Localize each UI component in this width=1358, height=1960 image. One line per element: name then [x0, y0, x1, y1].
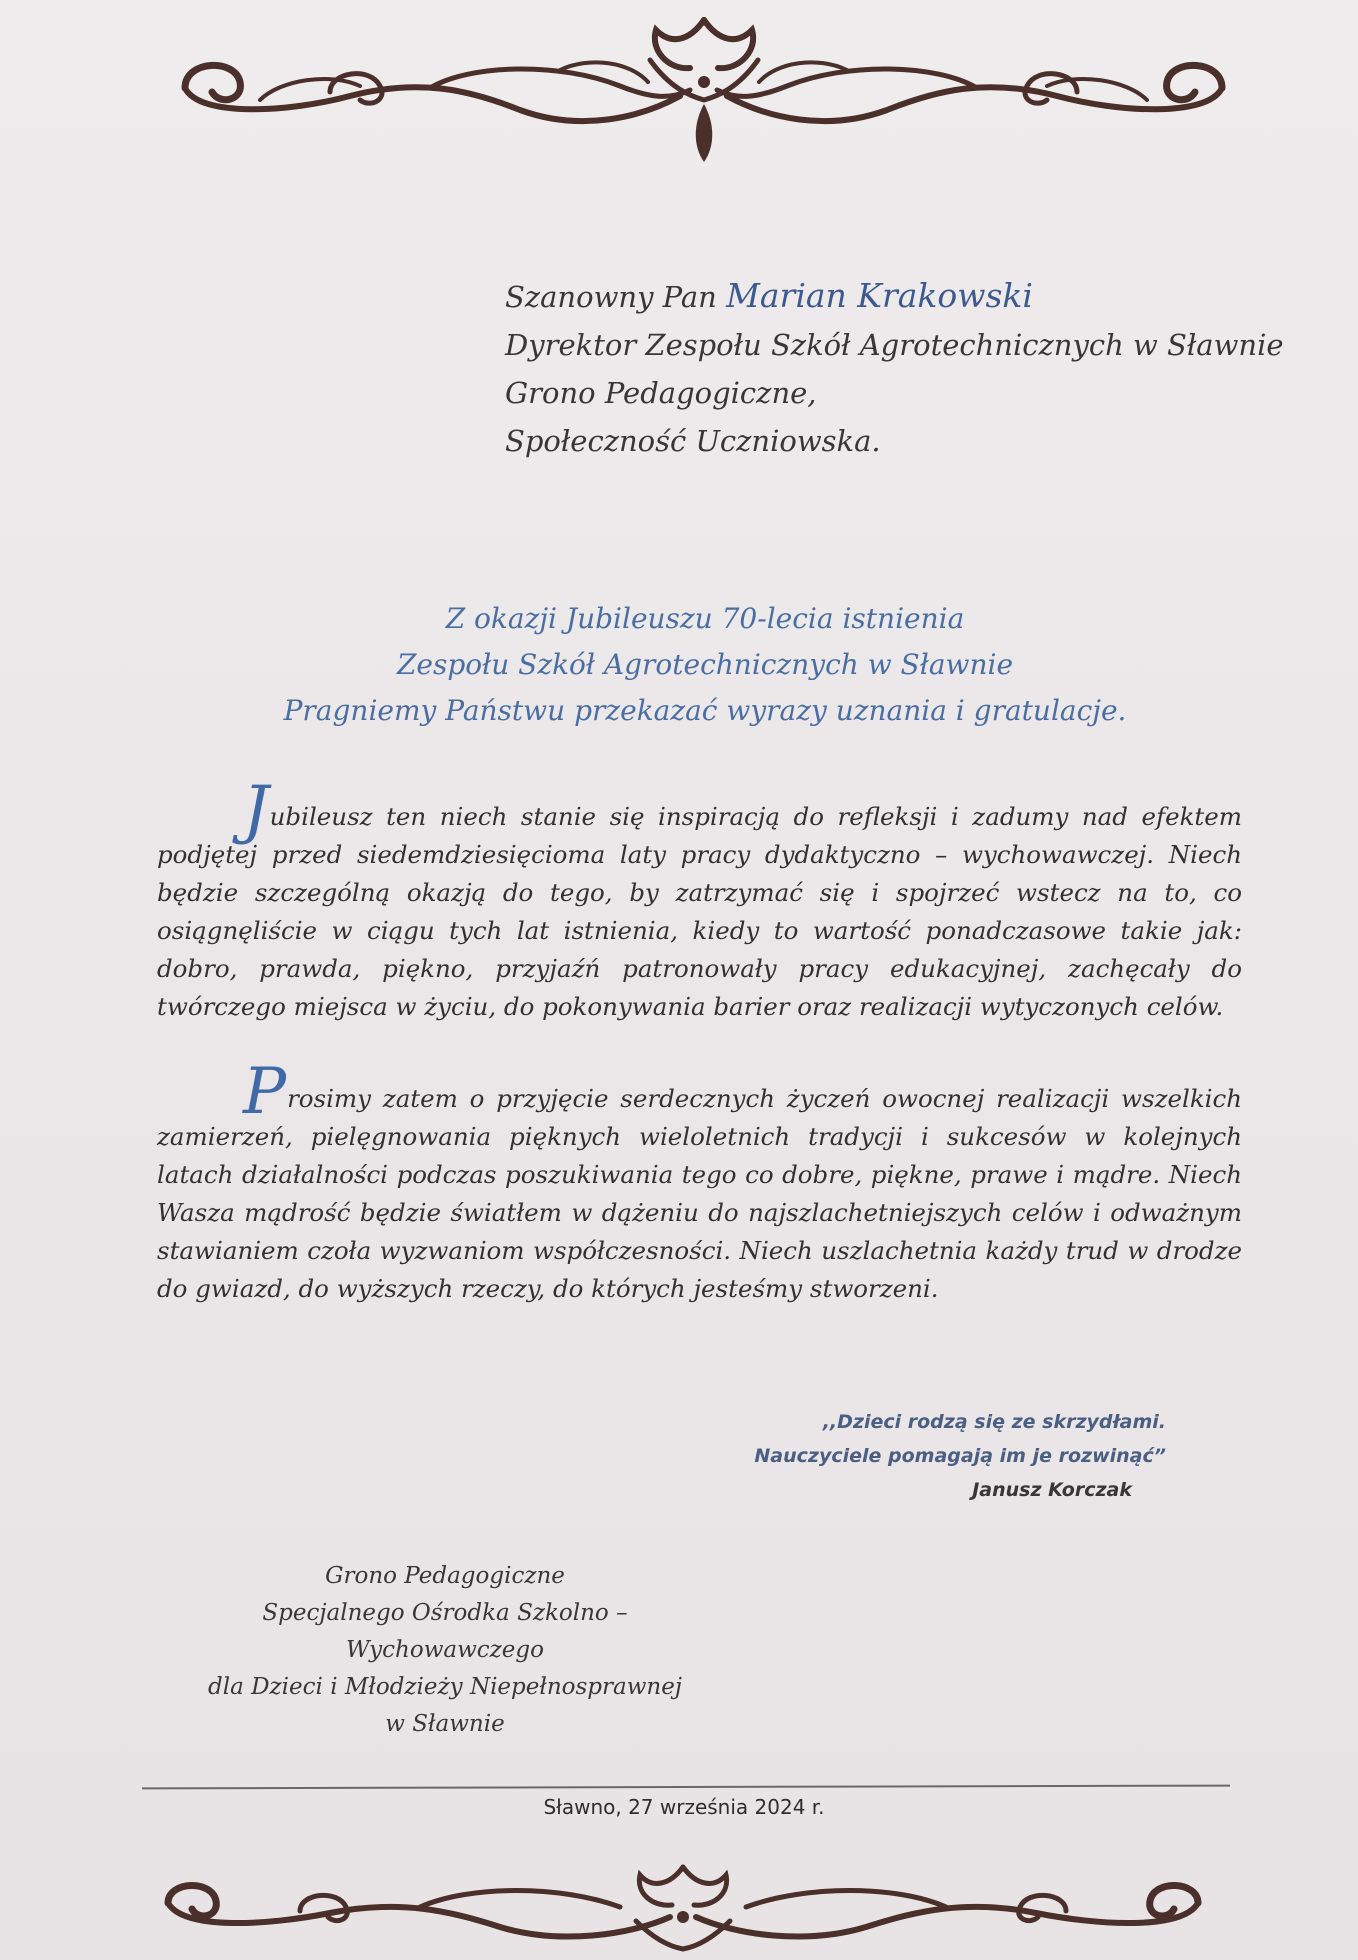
- signature-line-3: dla Dzieci i Młodzieży Niepełnosprawnej: [208, 1674, 682, 1700]
- top-ornament: [0, 0, 1358, 180]
- intro-line-1: Z okazji Jubileuszu 70-lecia istnienia: [445, 602, 965, 635]
- paragraph-2: [157, 1055, 1242, 1308]
- quote-line-1: ,,Dzieci rodzą się ze skrzydłami.: [822, 1411, 1166, 1433]
- intro-line-3: Pragniemy Państwu przekazać wyrazy uznania i gratulacje.: [283, 694, 1127, 727]
- paragraph-2-text: rosimy zatem o przyjęcie serdecznych życzeń owocnej realizacji wszelkich zamierzeń, pielęgnowania pięknych wieloletnich tradycji i sukcesów w kolejnych latach działalności podczas poszukiwania tego co dobre, piękne, prawe i mądre. Niech Wasza mądrość będzie światłem w dążeniu do najszlachetniejszych celów i odważnym stawianiem czoła wyzwaniom współczesności. Niech uszlachetnia każdy trud w drodze do gwiazd, do wyższych rzeczy, do których jesteśmy stworzeni.: [157, 1084, 1242, 1303]
- date-line: Sławno, 27 września 2024 r.: [543, 1795, 825, 1819]
- address-block: [505, 272, 1305, 465]
- signature-line-4: w Sławnie: [385, 1711, 505, 1737]
- intro-line-2: Zespołu Szkół Agrotechnicznych w Sławnie: [396, 648, 1014, 681]
- dropcap-j: J: [243, 773, 269, 847]
- signature-block: [165, 1558, 725, 1743]
- dropcap-p: P: [243, 1055, 287, 1129]
- divider-line: [142, 1785, 1230, 1790]
- bottom-ornament: [0, 1855, 1358, 1960]
- addressee-students: Społeczność Uczniowska.: [505, 424, 881, 458]
- addressee-name: Marian Krakowski: [726, 276, 1033, 315]
- signature-line-2: Specjalnego Ośrodka Szkolno – Wychowawczego: [262, 1600, 628, 1663]
- quote-block: [566, 1405, 1166, 1507]
- addressee-staff: Grono Pedagogiczne,: [505, 376, 817, 410]
- paragraph-1-text: ubileusz ten niech stanie się inspiracją do refleksji i zadumy nad efektem podjętej przed siedemdziesięcioma laty pracy dydaktyczno – wychowawczej. Niech będzie szczególną okazją do tego, by zatrzymać się i spojrzeć wstecz na to, co osiągnęliście w ciągu tych lat istnienia, kiedy to wartość ponadczasowe takie jak: dobro, prawda, piękno, przyjaźń patronowały pracy edukacyjnej, zachęcały do twórczego miejsca w życiu, do pokonywania barier oraz realizacji wytyczonych celów.: [157, 802, 1242, 1021]
- addressee-title: Dyrektor Zespołu Szkół Agrotechnicznych w Sławnie: [505, 328, 1284, 362]
- intro-heading: [180, 596, 1230, 734]
- paragraph-1: [157, 773, 1242, 1026]
- quote-author: Janusz Korczak: [972, 1479, 1132, 1501]
- addressee-line: [505, 272, 1305, 321]
- addressee-prefix: Szanowny Pan: [505, 280, 717, 314]
- quote-line-2: Nauczyciele pomagają im je rozwinąć”: [754, 1445, 1166, 1467]
- signature-line-1: Grono Pedagogiczne: [325, 1563, 565, 1589]
